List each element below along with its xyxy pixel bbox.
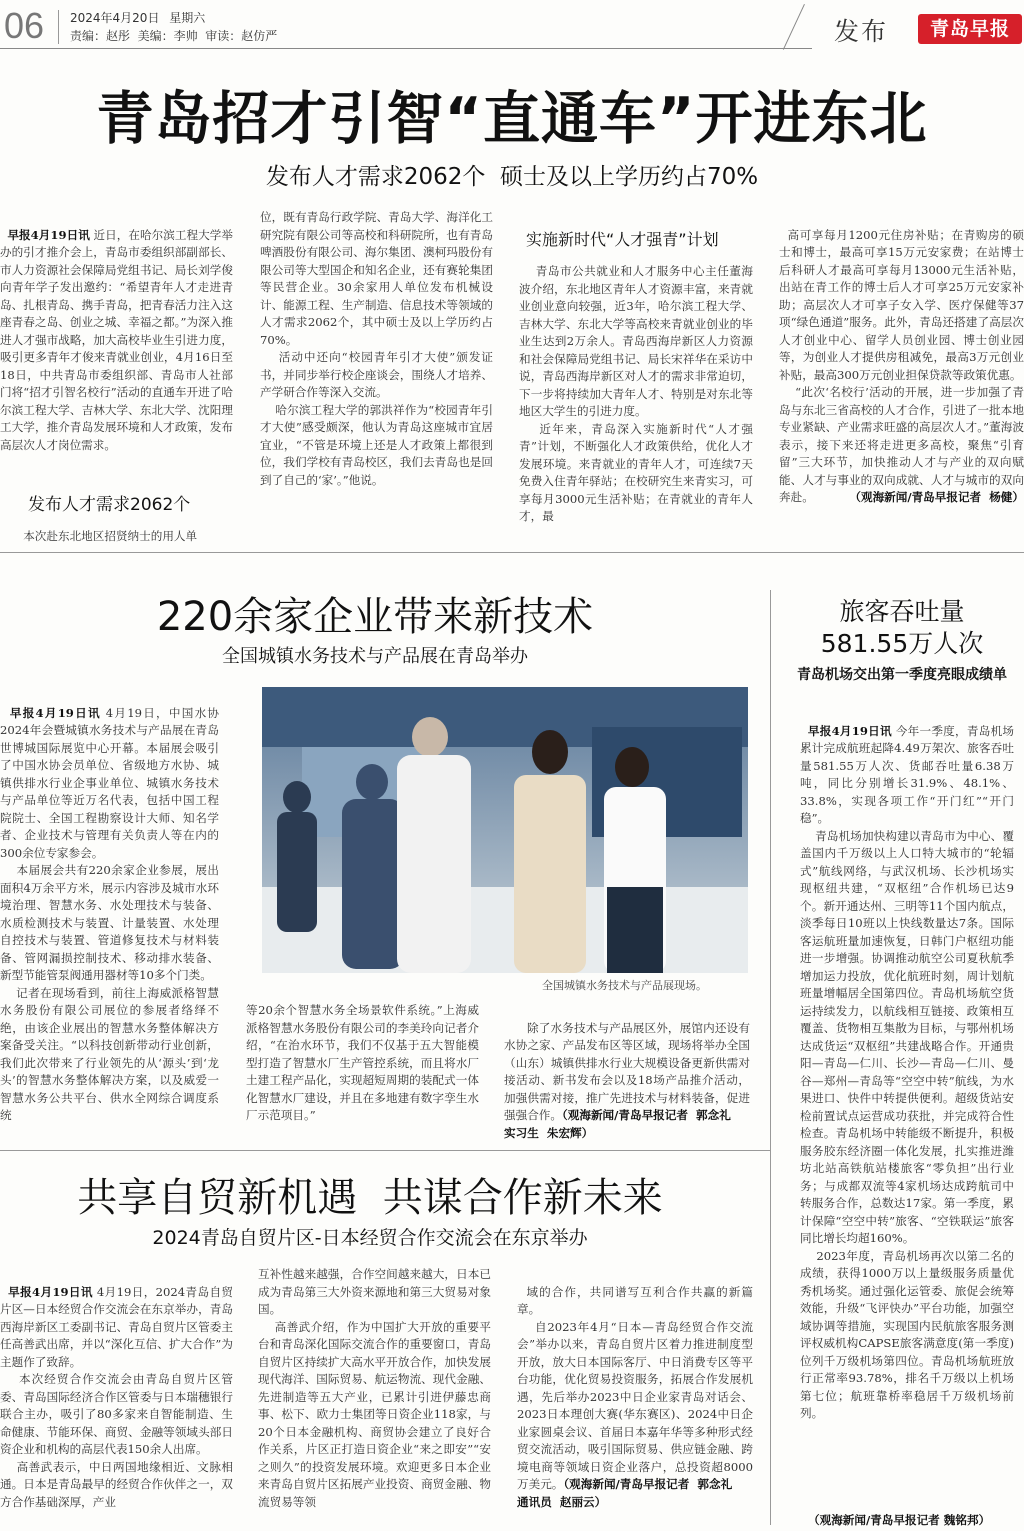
body-paragraph: 4月19日，中国水协2024年会暨城镇水务技术与产品展在青岛世博城国际展览中心开幕。本届展会吸引了中国水协会员单位、省级地方水协、城镇供排水行业企事业单位、城镇水务技术与产品单位等近万名代表，包括中国工程院院士、全国工程勘察设计大师、知名学者、企业技术与管理有关负责人等在内的300余位专家参会。 本届展会共有220余家企业参展，展出面积4万余平方米，展示内容涉及城市水环境治理、智慧水务、水处理技术与装备、水质检测技术与装置、计量装置、水处理自控技术与装置、管道修复技术与材料装备、管网漏损控制技术、移动排水装备、新型节能管泵阀通用器材等10多个门类。 记者在现场看到，前往上海威派格智慧水务股份有限公司展位的参展者络绎不绝，由该企业展出的智慧水务整体解决方案备受关注。“以科技创新带动行业创新，我们此次带来了行业领先的从‘源头’到‘龙头’的智慧水务整体解决方案，以及威爱一智慧水务公共平台、供水全网综合调度系统: [0, 705, 219, 1122]
date-text: 2024年4月20日: [70, 11, 160, 25]
page-number: 06: [4, 5, 45, 46]
trade-col-3: [517, 1266, 753, 1531]
dateline: 早报4月19日讯: [807, 723, 892, 738]
header-separator: [58, 10, 59, 44]
water-subheadline: 全国城镇水务技术与产品展在青岛举办: [222, 646, 528, 667]
byline: （观海新闻/青岛早报记者 郭念礼 实习生 朱宏辉）: [504, 1108, 731, 1140]
water-col-3: [504, 1002, 750, 1142]
trade-headline: 共享自贸新机遇 共谋合作新未来: [77, 1175, 663, 1221]
body-paragraph: 高可享每月1200元住房补贴；在青购房的硕士和博士，最高可享15万元安家费；在站博士后科研人才最高可享每月13000元生活补贴，出站在青工作的博士后人才可享25万元安家补助；高层次人才可享子女入学、医疗保健等37项“绿色通道”服务。此外，青岛还搭建了高层次人才创业中心、留学人员创业园、博士创业园等，为创业人才提供房租减免，最高3万元创业补贴，最高300万元创业担保贷款等政策优惠。 “此次‘名校行’活动的开展，进一步加强了青岛与东北三省高校的人才合作，引进了一批本地专业紧缺、产业需求旺盛的高层次人才。”董海波表示，接下来还将走进更多高校，聚焦“引育留”三大环节，加快推动人才与产业的双向赋能、人才与事业的双向成就、人才与城市的双向奔赴。: [779, 227, 1024, 504]
divider: [0, 1150, 770, 1151]
main-col-3: 青岛市公共就业和人才服务中心主任董海波介绍，东北地区青年人才资源丰富，来青就业创业意向较强，近3年，哈尔滨工程大学、吉林大学、东北大学等高校来青就业创业的毕业生达到2万余人。青岛西海岸新区人力资源和社会保障局党组书记、局长宋祥华在采访中说，青岛西海岸新区对人才的需求非常迫切，下一步将持续加大青年人才、特别是对东北等地区大学生的引进力度。 近年来，青岛深入实施新时代“人才强青”计划，不断强化人才政策供给，优化人才发展环境。来青就业的青年人才，可连续7天免费入住青年驿站；在校研究生来青实习，可享每月3000元生活补贴；在青就业的青年人才，最: [519, 264, 753, 523]
airport-subheadline: 青岛机场交出第一季度亮眼成绩单: [797, 667, 1007, 683]
main-col-2: 位，既有青岛行政学院、青岛大学、海洋化工研究院有限公司等高校和科研院所，也有青岛啤酒股份有限公司、海尔集团、澳柯玛股份有限公司等大型国企和知名企业，还有赛轮集团等民营企业。30余家用人单位发布机械设计、能源工程、生产制造、信息技术等领域的人才需求2062个，其中硕士及以上学历约占70%。 活动中还向“校园青年引才大使”颁发证书，并同步举行校企座谈会，围绕人才培养、产学研合作等深入交流。 哈尔滨工程大学的郭洪祥作为“校园青年引才大使”感受颇深，他认为青岛这座城市宜居宜业，“不管是环境上还是人才政策上都很到位，我们学校有青岛校区，我们去青岛也是回到了自己的‘家’。”他说。: [260, 210, 493, 487]
body-paragraph: 今年一季度，青岛机场累计完成航班起降4.49万架次、旅客吞吐量581.55万人次、货邮吞吐量6.38万吨，同比分别增长31.9%、48.1%、33.8%，实现各项工作“开门红”“开门稳”。 青岛机场加快构建以青岛市为中心、覆盖国内千万级以上人口特大城市的“轮辐式”航线网络，与武汉机场、长沙机场实现枢纽共建，“双枢纽”合作机场已达9个。新开通达州、三明等11个国内航点，淡季每日10班以上快线数量达7条。国际客运航班量加速恢复，日韩门户枢纽功能进一步增强。协调推动航空公司夏秋航季增加运力投放，优化航班时刻，周计划航班量增幅居全国第四位。青岛机场航空货运持续发力，以航线相互链接、政策相互覆盖、货物相互集散为目标，与鄂州机场达成货运“双枢纽”共建战略合作。开通贵阳—青岛—仁川、长沙—青岛—仁川、曼谷—郑州—青岛等“空空中转”航线，为水果进口、快件中转提供便利。超级货站安检前置试点运营成功获批，并完成符合性检查。青岛机场中转能级不断提升，积极服务胶东经济圈一体化发展，扎实推进潍坊北站高铁航站楼旅客“零负担”出行业务；与成都双流等4家机场达成跨航司中转服务合作，总数达17家。第一季度，累计保障“空空中转”旅客、“空铁联运”旅客同比增长均超160%。 2023年度，青岛机场再次以第二名的成绩，获得1000万以上量级服务质量优秀机场奖。通过强化运管委、旅促会统筹效能，升级“飞评快办”平台功能，加强空域协调等措施，实现国内民航旅客服务测评权威机构CAPSE旅客满意度(第一季度)位列千万级机场第四位。青岛机场航班放行正常率93.78%，排名千万级以上机场第七位；航班靠桥率稳居千万级机场前列。: [800, 723, 1014, 1420]
main-col-4: [779, 209, 1024, 545]
body-paragraph: 域的合作，共同谱写互利合作共赢的新篇章。 自2023年4月“日本—青岛经贸合作交流会”举办以来，青岛自贸片区着力推进制度型开放，放大日本国际客厅、中日消费专区等平台功能，优化贸易投资服务，拓展合作发展机遇，先后举办2023中日企业家青岛对话会、2023日本理创大赛(华东赛区)、2024中日企业家圆桌会议、首届日本嘉年华等多种形式经贸交流活动，吸引国际贸易、供应链金融、跨境电商等领域日资企业落户，总投资超8000万美元。: [517, 1284, 753, 1491]
dateline: 早报4月19日讯: [7, 227, 90, 242]
body-paragraph: 4月19日，2024青岛自贸片区—日本经贸合作交流会在东京举办，青岛西海岸新区工委副书记、青岛自贸片区管委主任高善武出席，并以“深化互信、扩大合作”为主题作了致辞。 本次经贸合作交流会由青岛自贸片区管委、青岛国际经济合作区管委与日本瑞穗银行联合主办，吸引了80多家来自智能制造、生命健康、节能环保、商贸、金融等领域头部日资企业和机构的高层代表150余人出席。 高善武表示，中日两国地缘相近、文脉相通。日本是青岛最早的经贸合作伙伴之一，双方合作基础深厚，产业: [0, 1284, 233, 1509]
section-heading: 发布人才需求2062个: [28, 495, 191, 515]
water-headline: 220余家企业带来新技术: [156, 594, 594, 640]
byline: （观海新闻/青岛早报记者 郭念礼 通讯员 赵丽云）: [517, 1477, 733, 1509]
divider: [0, 552, 1024, 553]
byline: （观海新闻/青岛早报记者 杨健）: [849, 490, 1024, 504]
airport-headline-2: 581.55万人次: [820, 629, 984, 658]
airport-headline-1: 旅客吞吐量: [839, 597, 965, 626]
weekday-text: 星期六: [169, 11, 206, 25]
trade-col-1: [0, 1266, 233, 1531]
main-col-1: [0, 209, 233, 481]
dateline: 早报4月19日讯: [9, 705, 101, 720]
main-headline: 青岛招才引智“直通车”开进东北: [96, 86, 928, 152]
body-paragraph: 除了水务技术与产品展区外，展馆内还设有水协之家、产品发布区等区域，现场将举办全国（山东）城镇供排水行业大规模设备更新供需对接活动、新书发布会以及18场产品推介活动，加强供需对接，推广先进技术与材料装备，促进强强合作。: [504, 1020, 750, 1122]
body-paragraph: 近日，在哈尔滨工程大学举办的引才推介会上，青岛市委组织部副部长、市人力资源社会保障局党组书记、局长刘学俊向青年学子发出邀约：“希望青年人才走进青岛、扎根青岛、携手青岛，把青春活力注入这座青春之岛、创业之城、幸福之都。”为深入推进人才强市战略，加大高校毕业生引进力度，吸引更多青年才俊来青就业创业，4月16日至18日，中共青岛市委组织部、青岛市人社部门将“招才引智名校行”活动的直通车开进了哈尔滨工程大学、吉林大学、东北大学、沈阳理工大学，推介青岛发展环境和人才政策，发布高层次人才岗位需求。: [0, 227, 233, 452]
main-col-1-cont: 本次赴东北地区招贤纳士的用人单: [23, 529, 198, 543]
section-heading: 实施新时代“人才强青”计划: [526, 230, 719, 249]
header-rule: [0, 48, 812, 49]
trade-col-2: 互补性越来越强，合作空间越来越大，日本已成为青岛第三大外资来源地和第三大贸易对象国。 高善武介绍，作为中国扩大开放的重要平台和青岛深化国际交流合作的重要窗口，青岛自贸片区持续扩大高水平开放合作，加快发展现代海洋、国际贸易、航运物流、现代金融、先进制造等五大产业，已累计引进伊藤忠商事、松下、欧力士集团等日资企业118家，与20个日本金融机构、商贸协会建立了良好合作关系，片区正打造日资企业“来之即安”“安之则久”的投资发展环境。欢迎更多日本企业来青岛自贸片区拓展产业投资、商贸金融、物流贸易等领: [258, 1267, 491, 1509]
water-col-2: 等20余个智慧水务全场景软件系统。”上海威派格智慧水务股份有限公司的李美玲向记者介绍，“在治水环节，我们不仅基于五大智能模型打造了智慧水厂生产管控系统，而且将水厂土建工程产品化，实现超短周期的装配式一体化智慧水厂建设，并且在多地建有数字孪生水厂示范项目。”: [246, 1003, 479, 1122]
trade-subheadline: 2024青岛自贸片区-日本经贸合作交流会在东京举办: [152, 1227, 588, 1249]
water-col-1: [0, 687, 219, 1142]
dateline: 早报4月19日讯: [8, 1284, 93, 1299]
issue-date: [70, 9, 205, 26]
exhibition-photo: [262, 687, 748, 973]
editor-credits: 责编：赵彤 美编：李帅 审读：赵仿严: [70, 29, 278, 43]
photo-caption: 全国城镇水务技术与产品展现场。: [542, 979, 707, 992]
column-divider: [770, 590, 771, 1525]
masthead-logo: 青岛早报: [918, 14, 1022, 44]
byline: （观海新闻/青岛早报记者 魏铭邦）: [808, 1513, 991, 1527]
airport-body: [800, 705, 1014, 1527]
header-diagonal: [783, 4, 805, 50]
section-name: 发布: [834, 17, 889, 46]
main-subheadline: 发布人才需求2062个 硕士及以上学历约占70%: [265, 164, 759, 190]
